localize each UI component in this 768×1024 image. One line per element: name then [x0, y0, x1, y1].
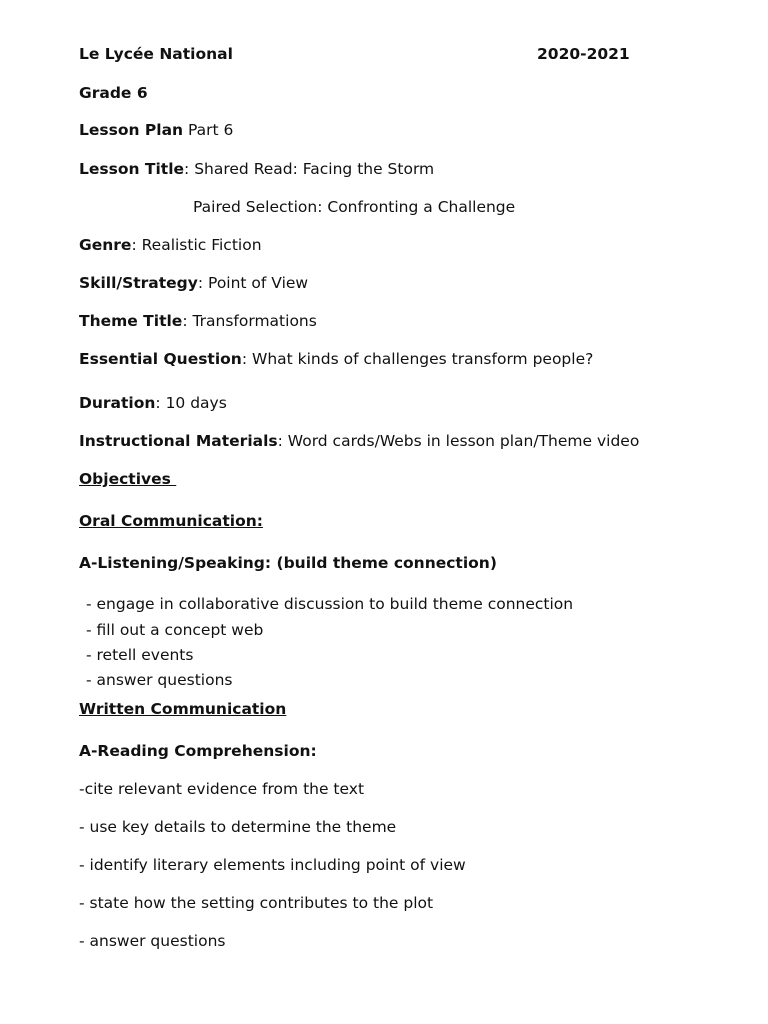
paired-selection: Paired Selection: Confronting a Challenge [193, 198, 516, 216]
genre-label: Genre [79, 236, 132, 254]
genre-line [79, 235, 262, 255]
skill-line [79, 273, 308, 293]
list-item: - answer questions [79, 932, 226, 950]
materials-label: Instructional Materials [79, 432, 278, 450]
lesson-plan-label: Lesson Plan [79, 121, 184, 139]
genre-value: : Realistic Fiction [131, 236, 262, 254]
lesson-plan-value: Part 6 [183, 121, 234, 139]
theme-label: Theme Title [79, 312, 183, 330]
skill-label: Skill/Strategy [79, 274, 198, 292]
duration-label: Duration [79, 394, 156, 412]
essential-question-value: : What kinds of challenges transform people? [241, 350, 594, 368]
duration-value: : 10 days [155, 394, 227, 412]
list-item: -cite relevant evidence from the text [79, 780, 365, 798]
reading-comprehension-subheading: A-Reading Comprehension: [79, 742, 317, 760]
skill-value: : Point of View [197, 274, 309, 292]
essential-question-label: Essential Question [79, 350, 242, 368]
theme-line [79, 311, 317, 331]
school-year: 2020-2021 [537, 45, 630, 63]
list-item: - use key details to determine the theme [79, 818, 397, 836]
objectives-heading: Objectives [79, 470, 177, 488]
list-item: - retell events [86, 646, 194, 664]
essential-question-line [79, 349, 593, 369]
lesson-title-line [79, 159, 434, 179]
list-item: - fill out a concept web [86, 621, 264, 639]
school-name: Le Lycée National [79, 45, 233, 63]
list-item: - state how the setting contributes to the plot [79, 894, 434, 912]
oral-communication-heading: Oral Communication: [79, 512, 263, 530]
written-communication-heading: Written Communication [79, 700, 287, 718]
list-item: - answer questions [86, 671, 233, 689]
materials-line [79, 431, 639, 451]
lesson-title-label: Lesson Title [79, 160, 185, 178]
listening-speaking-subheading: A-Listening/Speaking: (build theme connection) [79, 554, 497, 572]
materials-value: : Word cards/Webs in lesson plan/Theme video [277, 432, 640, 450]
theme-value: : Transformations [182, 312, 317, 330]
lesson-plan-line [79, 120, 233, 140]
lesson-title-value: : Shared Read: Facing the Storm [184, 160, 435, 178]
list-item: - identify literary elements including point of view [79, 856, 466, 874]
list-item: - engage in collaborative discussion to build theme connection [86, 595, 574, 613]
grade: Grade 6 [79, 84, 148, 102]
duration-line [79, 393, 227, 413]
